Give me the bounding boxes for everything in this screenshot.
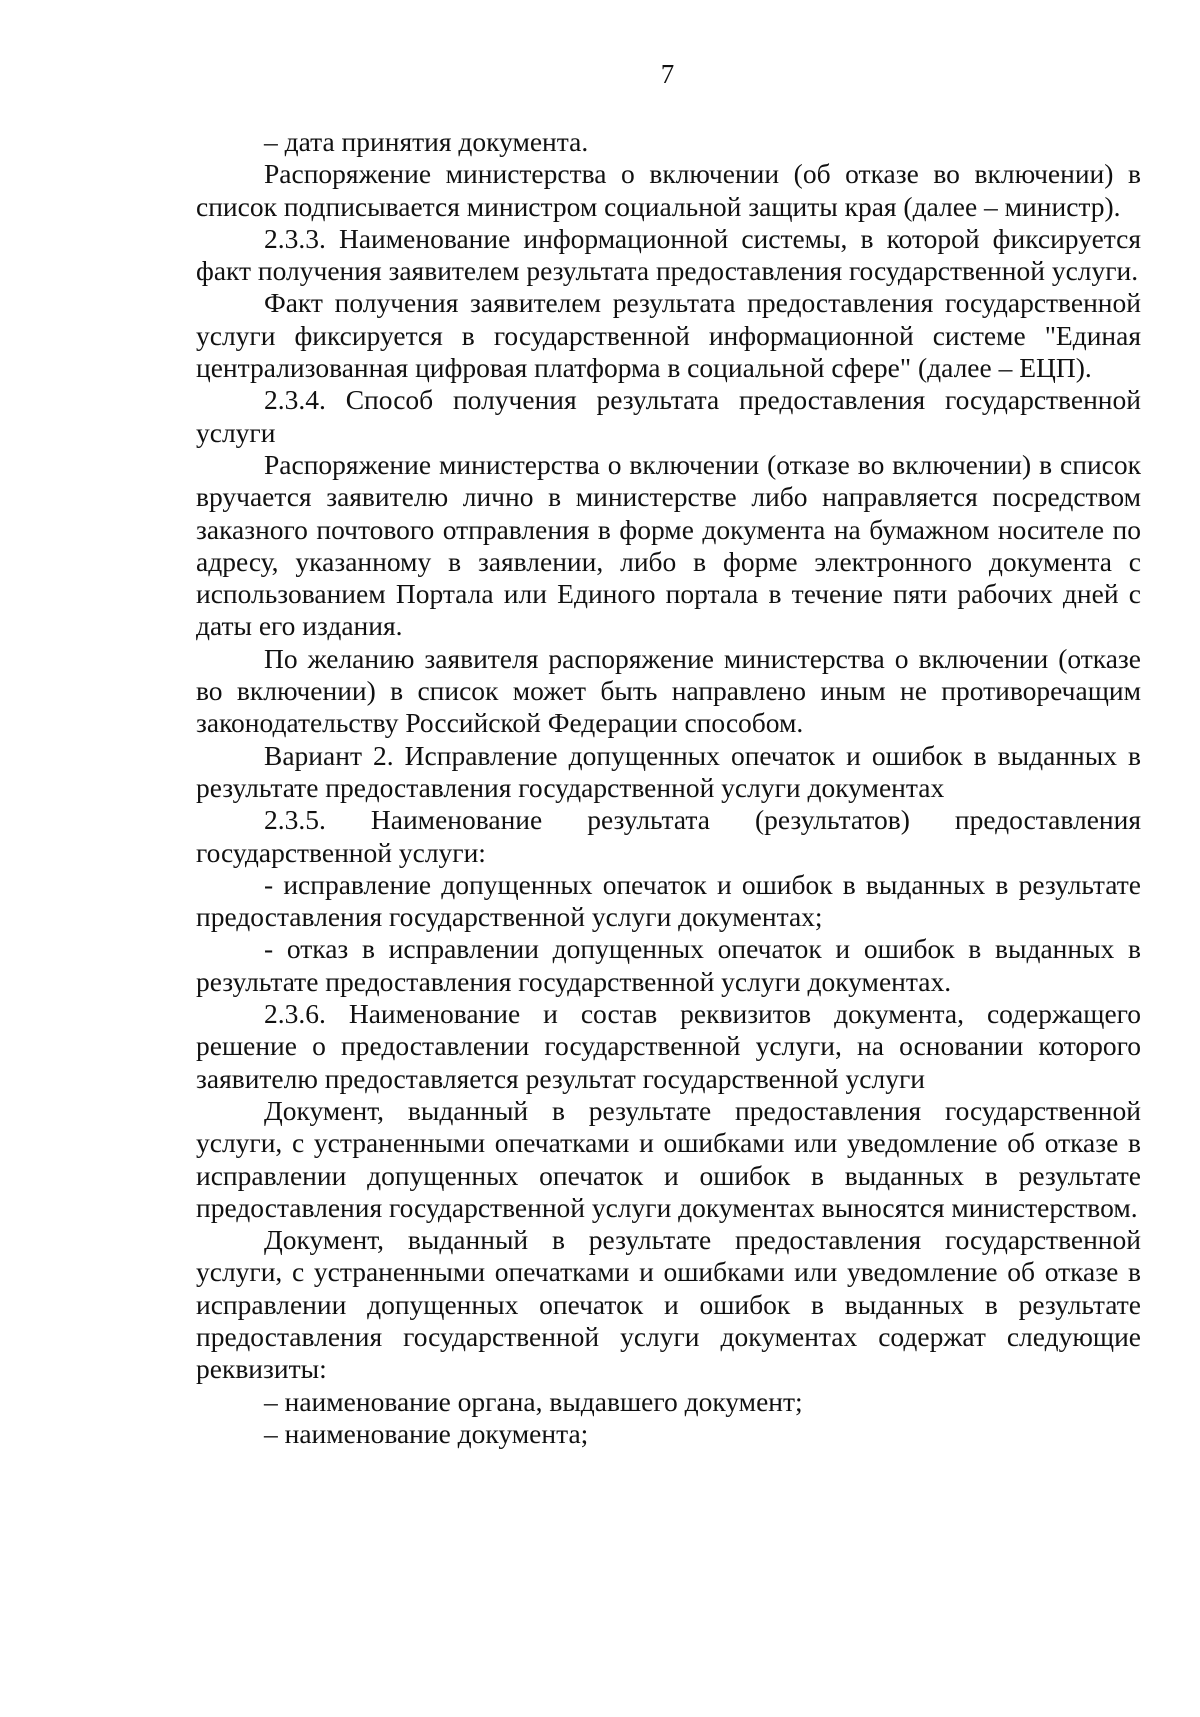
paragraph-variant-2-heading: Вариант 2. Исправление допущенных опечаток и ошибок в выданных в результате предоставления государственной услуги документах: [196, 739, 1141, 803]
paragraph-delivery-method: Распоряжение министерства о включении (отказе во включении) в список вручается заявителю лично в министерстве либо направляется посредством заказного почтового отправления в форме документа на бумажном носителе по адресу, указанному в заявлении, либо в форме электронного документа с использованием Портала или Единого портала в течение пяти рабочих дней с даты его издания.: [196, 448, 1141, 642]
list-item-issuing-authority: – наименование органа, выдавшего документ;: [264, 1385, 803, 1417]
paragraph-date-of-adoption: – дата принятия документа.: [264, 126, 589, 157]
list-item-refusal: - отказ в исправлении допущенных опечаток и ошибок в выданных в результате предоставления государственной услуги документах.: [196, 933, 1141, 997]
paragraph-2-3-4-heading: 2.3.4. Способ получения результата предоставления государственной услуги: [196, 384, 1141, 448]
list-item-document-name: – наименование документа;: [264, 1417, 589, 1449]
paragraph-document-issued-by-ministry: Документ, выданный в результате предоставления государственной услуги, с устраненными опечатками и ошибками или уведомление об отказе в исправлении допущенных опечаток и ошибок в выданных в результате предоставления государственной услуги документах выносятся министерством.: [196, 1094, 1141, 1223]
document-body: [196, 126, 1141, 1450]
paragraph-order-signed: Распоряжение министерства о включении (об отказе во включении) в список подписывается министром социальной защиты края (далее – министр).: [196, 158, 1141, 222]
paragraph-ecp-fixation: Факт получения заявителем результата предоставления государственной услуги фиксируется в государственной информационной системе "Единая централизованная цифровая платформа в социальной сфере" (далее – ЕЦП).: [196, 287, 1141, 384]
paragraph-other-method: По желанию заявителя распоряжение министерства о включении (отказе во включении) в список может быть направлено иным не противоречащим законодательству Российской Федерации способом.: [196, 642, 1141, 739]
paragraph-document-requisites: Документ, выданный в результате предоставления государственной услуги, с устраненными опечатками и ошибками или уведомление об отказе в исправлении допущенных опечаток и ошибок в выданных в результате предоставления государственной услуги документах содержат следующие реквизиты:: [196, 1224, 1141, 1385]
paragraph-2-3-6-heading: 2.3.6. Наименование и состав реквизитов документа, содержащего решение о предоставлении государственной услуги, на основании которого заявителю предоставляется результат государственной услуги: [196, 998, 1141, 1094]
page-number: 7: [660, 59, 675, 89]
paragraph-2-3-3-heading: 2.3.3. Наименование информационной системы, в которой фиксируется факт получения заявителем результата предоставления государственной услуги.: [196, 222, 1141, 287]
paragraph-2-3-5-heading: 2.3.5. Наименование результата (результатов) предоставления государственной услуги:: [196, 804, 1141, 868]
list-item-correction: - исправление допущенных опечаток и ошибок в выданных в результате предоставления государственной услуги документах;: [196, 868, 1141, 933]
